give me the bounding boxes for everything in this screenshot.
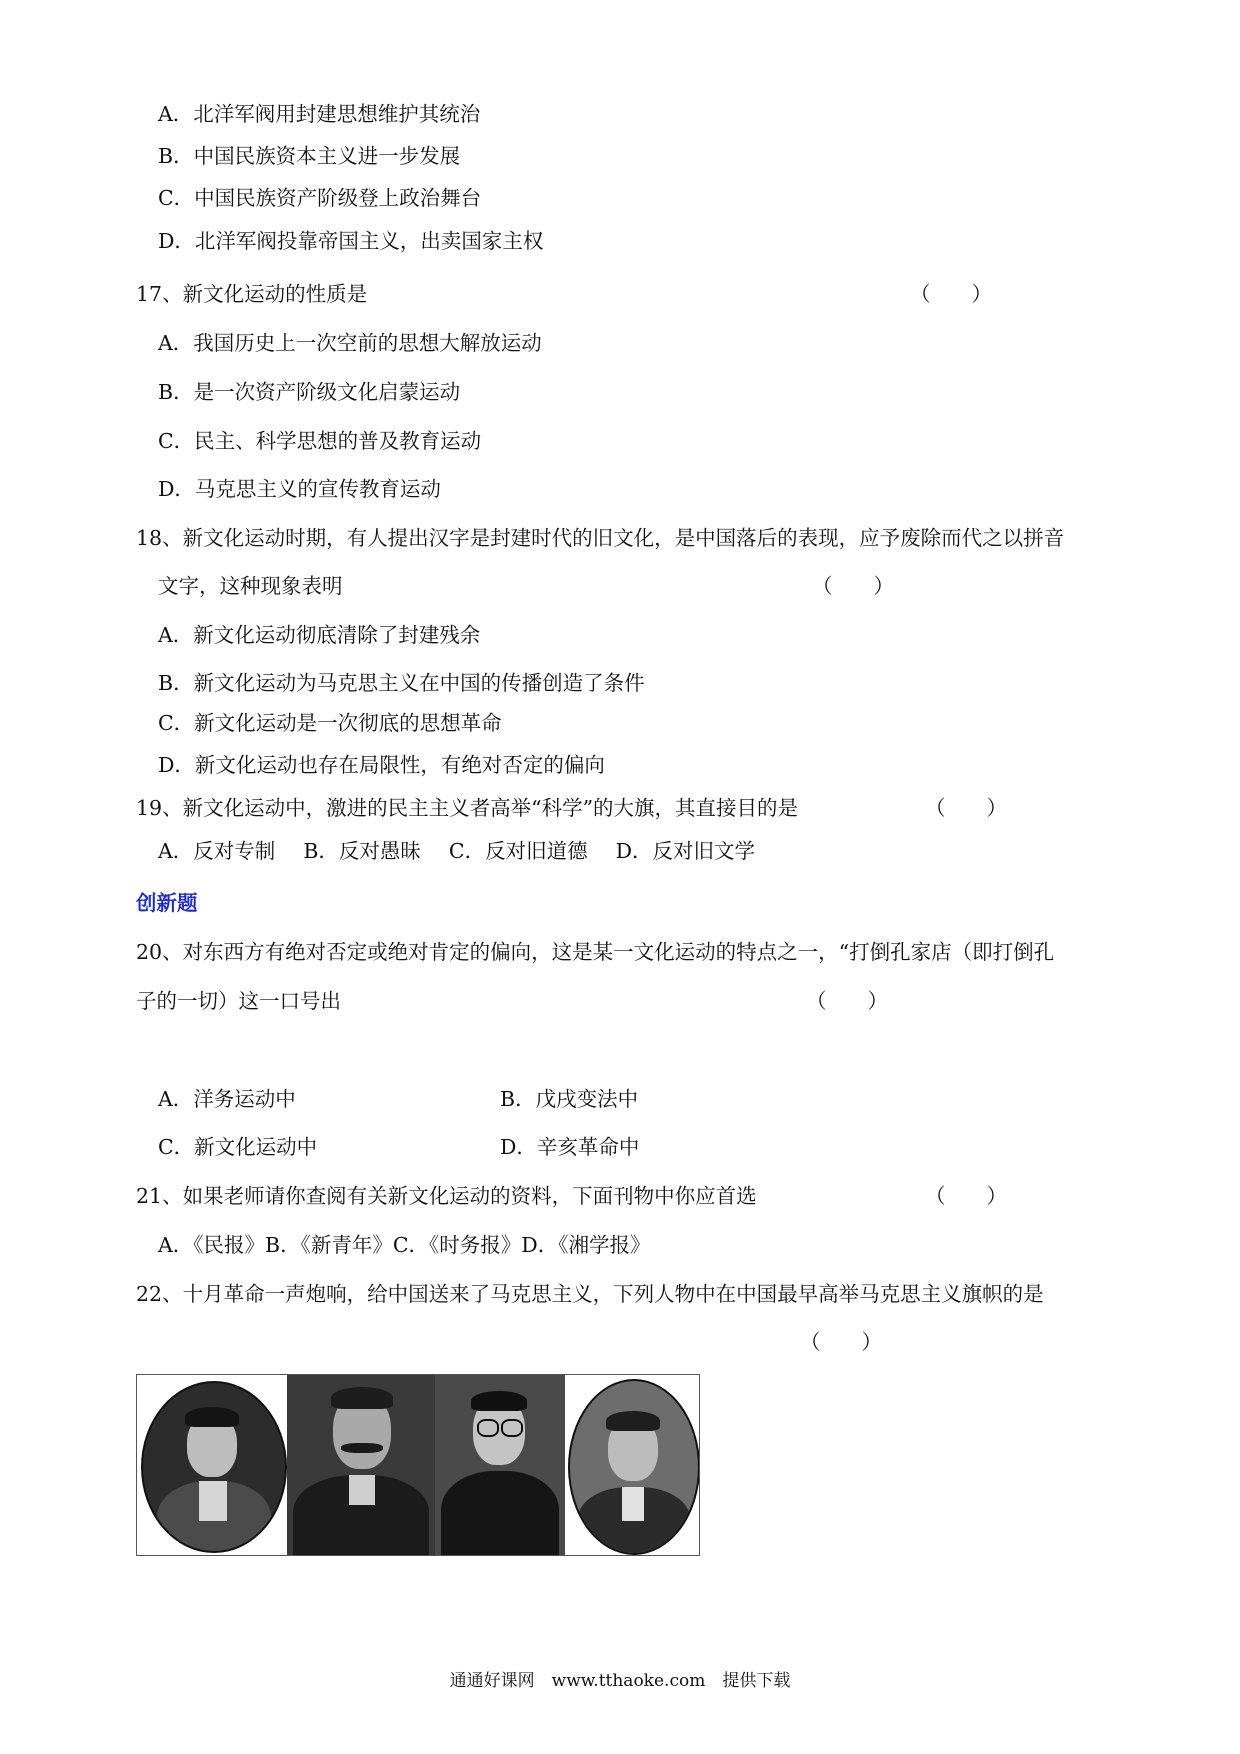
portrait-photo-strip [136, 1374, 700, 1556]
q16-option-b: B．中国民族资本主义进一步发展 [158, 144, 461, 168]
q19-option-a: A．反对专制 [158, 839, 276, 863]
portrait-2 [287, 1375, 435, 1555]
section-title: 创新题 [136, 891, 198, 915]
q21-options: A．《民报》B．《新青年》C．《时务报》D．《湘学报》 [158, 1233, 651, 1257]
q18-option-a: A．新文化运动彻底清除了封建残余 [158, 623, 481, 647]
q19-question: 19、新文化运动中，激进的民主主义者高举“科学”的大旗，其直接目的是 [136, 796, 799, 820]
q16-option-d: D．北洋军阀投靠帝国主义，出卖国家主权 [158, 229, 544, 253]
q16-option-a: A．北洋军阀用封建思想维护其统治 [158, 102, 481, 126]
page-footer: 通通好课网 www.tthaoke.com 提供下载 [449, 1671, 791, 1691]
q17-option-c: C．民主、科学思想的普及教育运动 [158, 429, 482, 453]
portrait-4 [565, 1375, 699, 1555]
q22-answer-blank: （ ） [800, 1330, 882, 1354]
q17-option-d: D．马克思主义的宣传教育运动 [158, 477, 441, 501]
q17-question: 17、新文化运动的性质是 [136, 282, 368, 306]
q17-option-a: A．我国历史上一次空前的思想大解放运动 [158, 331, 542, 355]
q17-option-b: B．是一次资产阶级文化启蒙运动 [158, 380, 461, 404]
q19-option-b: B．反对愚昧 [303, 839, 421, 863]
q21-question: 21、如果老师请你查阅有关新文化运动的资料，下面刊物中你应首选 [136, 1184, 757, 1208]
q20-question-line1: 20、对东西方有绝对否定或绝对肯定的偏向，这是某一文化运动的特点之一，“打倒孔家店（即打倒孔 [136, 940, 1055, 964]
q18-option-d: D．新文化运动也存在局限性，有绝对否定的偏向 [158, 753, 605, 777]
q20-option-c: C．新文化运动中 [158, 1135, 318, 1159]
q20-option-a: A．洋务运动中 [158, 1087, 296, 1111]
q18-question-line1: 18、新文化运动时期，有人提出汉字是封建时代的旧文化，是中国落后的表现，应予废除而代之以拼音 [136, 526, 1065, 550]
q20-question-line2: 子的一切）这一口号出 [136, 989, 341, 1013]
q18-answer-blank: （ ） [812, 574, 894, 598]
q22-question: 22、十月革命一声炮响，给中国送来了马克思主义，下列人物中在中国最早高举马克思主义旗帜的是 [136, 1282, 1044, 1306]
q20-option-d: D．辛亥革命中 [500, 1135, 640, 1159]
q19-option-c: C．反对旧道德 [448, 839, 588, 863]
portrait-3 [435, 1375, 565, 1555]
q19-options [158, 838, 783, 864]
q18-question-line2: 文字，这种现象表明 [158, 574, 343, 598]
q17-answer-blank: （ ） [910, 282, 992, 306]
q18-option-b: B．新文化运动为马克思主义在中国的传播创造了条件 [158, 671, 645, 695]
portrait-1 [137, 1375, 287, 1555]
q19-answer-blank: （ ） [925, 796, 1007, 820]
q20-option-b: B．戊戌变法中 [500, 1087, 639, 1111]
q20-answer-blank: （ ） [806, 989, 888, 1013]
q21-answer-blank: （ ） [925, 1184, 1007, 1208]
q18-option-c: C．新文化运动是一次彻底的思想革命 [158, 711, 502, 735]
q19-option-d: D．反对旧文学 [615, 839, 756, 863]
q16-option-c: C．中国民族资产阶级登上政治舞台 [158, 186, 482, 210]
